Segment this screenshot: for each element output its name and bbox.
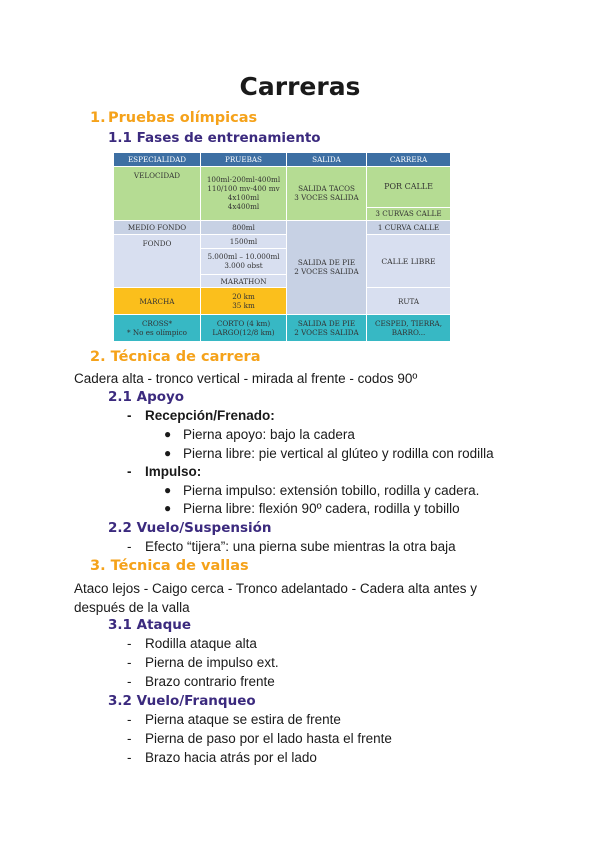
bullet-icon: ●: [164, 483, 172, 497]
section-1-heading: [90, 110, 257, 126]
cell-por-calle: POR CALLE: [367, 166, 451, 207]
cross-salida-line-2: 2 VOCES SALIDA: [294, 327, 359, 337]
vuelo-item: Efecto “tijera”: una pierna sube mientras la otra baja: [145, 539, 456, 554]
dash-marker: -: [127, 731, 132, 746]
cross-salida-line-1: SALIDA DE PIE: [297, 318, 356, 328]
dash-marker: -: [127, 712, 132, 727]
cross-carrera-line-2: BARRO...: [391, 327, 426, 337]
cross-line-2: * No es olímpico: [127, 327, 187, 337]
cell-salida-tacos: [287, 166, 367, 221]
salida-tacos-line-2: 3 VOCES SALIDA: [294, 193, 359, 203]
dash-marker: -: [127, 674, 132, 689]
cell-medio-fondo: MEDIO FONDO: [114, 221, 201, 235]
cell-tres-curvas: 3 CURVAS CALLE: [367, 207, 451, 221]
cell-cross: [114, 314, 201, 341]
bullet-icon: ●: [164, 427, 172, 441]
impulso-heading: Impulso:: [145, 464, 202, 479]
cell-fondo-pruebas: [201, 248, 287, 274]
recepcion-heading: Recepción/Frenado:: [145, 408, 275, 423]
vel-prueba-3: 4x100ml: [227, 193, 260, 203]
subsection-2-1-heading: 2.1 Apoyo: [108, 389, 185, 405]
header-pruebas: PRUEBAS: [201, 153, 287, 167]
cell-calle-libre: CALLE LIBRE: [367, 234, 451, 288]
salida-pie-line-1: SALIDA DE PIE: [297, 258, 356, 268]
franqueo-item-3: Brazo hacia atrás por el lado: [145, 750, 317, 765]
cross-line-1: CROSS*: [141, 318, 173, 328]
cell-cross-pruebas: [201, 314, 287, 341]
subsection-1-1-heading: 1.1 Fases de entrenamiento: [108, 130, 321, 146]
cell-fondo: FONDO: [114, 234, 201, 288]
vel-prueba-4: 4x400ml: [227, 202, 260, 212]
ataque-item-3: Brazo contrario frente: [145, 674, 275, 689]
training-phases-table: [113, 152, 451, 342]
section-3-heading: 3. Técnica de vallas: [90, 558, 249, 574]
dash-marker: -: [127, 408, 132, 423]
dash-marker: -: [127, 655, 132, 670]
cell-cross-salida: [287, 314, 367, 341]
cross-carrera-line-1: CESPED, TIERRA,: [374, 318, 442, 328]
recepcion-item-2: Pierna libre: pie vertical al glúteo y rodilla con rodilla: [183, 446, 494, 461]
cell-ruta: RUTA: [367, 288, 451, 314]
bullet-icon: ●: [164, 501, 172, 515]
subsection-3-1-heading: 3.1 Ataque: [108, 617, 192, 633]
page-title: Carreras: [239, 72, 361, 101]
dash-marker: -: [127, 636, 132, 651]
section-1-number: 1.: [90, 110, 106, 126]
salida-pie-line-2: 2 VOCES SALIDA: [294, 267, 359, 277]
vel-prueba-2: 110/100 mv-400 mv: [207, 184, 280, 194]
section-2-intro: Cadera alta - tronco vertical - mirada al frente - codos 90º: [74, 371, 418, 386]
marcha-prueba-1: 20 km: [232, 292, 255, 302]
section-2-heading: 2. Técnica de carrera: [90, 349, 261, 365]
cell-cross-carrera: [367, 314, 451, 341]
impulso-item-1: Pierna impulso: extensión tobillo, rodilla y cadera.: [183, 483, 480, 498]
bullet-icon: ●: [164, 446, 172, 460]
cross-prueba-1: CORTO (4 km): [216, 318, 271, 328]
cell-marcha-pruebas: [201, 288, 287, 314]
impulso-item-2: Pierna libre: flexión 90º cadera, rodilla y tobillo: [183, 501, 460, 516]
franqueo-item-2: Pierna de paso por el lado hasta el frente: [145, 731, 392, 746]
dash-marker: -: [127, 464, 132, 479]
section-1-title: Pruebas olímpicas: [108, 110, 258, 126]
franqueo-item-1: Pierna ataque se estira de frente: [145, 712, 341, 727]
cell-velocidad-pruebas: [201, 166, 287, 221]
ataque-item-1: Rodilla ataque alta: [145, 636, 257, 651]
cell-marcha: MARCHA: [114, 288, 201, 314]
cell-salida-pie: [287, 221, 367, 314]
vel-prueba-1: 100ml-200ml-400ml: [206, 175, 281, 185]
fondo-prueba-2: 3.000 obst: [224, 261, 263, 271]
cell-1500ml: 1500ml: [201, 234, 287, 248]
marcha-prueba-2: 35 km: [232, 301, 255, 311]
dash-marker: -: [127, 539, 132, 554]
fondo-prueba-1: 5.000ml – 10.000ml: [207, 252, 280, 262]
cell-marathon: MARATHON: [201, 274, 287, 288]
cell-velocidad: VELOCIDAD: [114, 166, 201, 221]
header-carrera: CARRERA: [367, 153, 451, 167]
section-3-intro: Ataco lejos - Caigo cerca - Tronco adelantado - Cadera alta antes y después de la valla: [74, 581, 477, 615]
header-salida: SALIDA: [287, 153, 367, 167]
cross-prueba-2: LARGO(12/8 km): [212, 327, 275, 337]
subsection-3-2-heading: 3.2 Vuelo/Franqueo: [108, 693, 256, 709]
recepcion-item-1: Pierna apoyo: bajo la cadera: [183, 427, 355, 442]
header-especialidad: ESPECIALIDAD: [114, 153, 201, 167]
subsection-2-2-heading: 2.2 Vuelo/Suspensión: [108, 520, 272, 536]
cell-una-curva: 1 CURVA CALLE: [367, 221, 451, 235]
dash-marker: -: [127, 750, 132, 765]
cell-800ml: 800ml: [201, 221, 287, 235]
ataque-item-2: Pierna de impulso ext.: [145, 655, 279, 670]
salida-tacos-line-1: SALIDA TACOS: [298, 184, 355, 194]
